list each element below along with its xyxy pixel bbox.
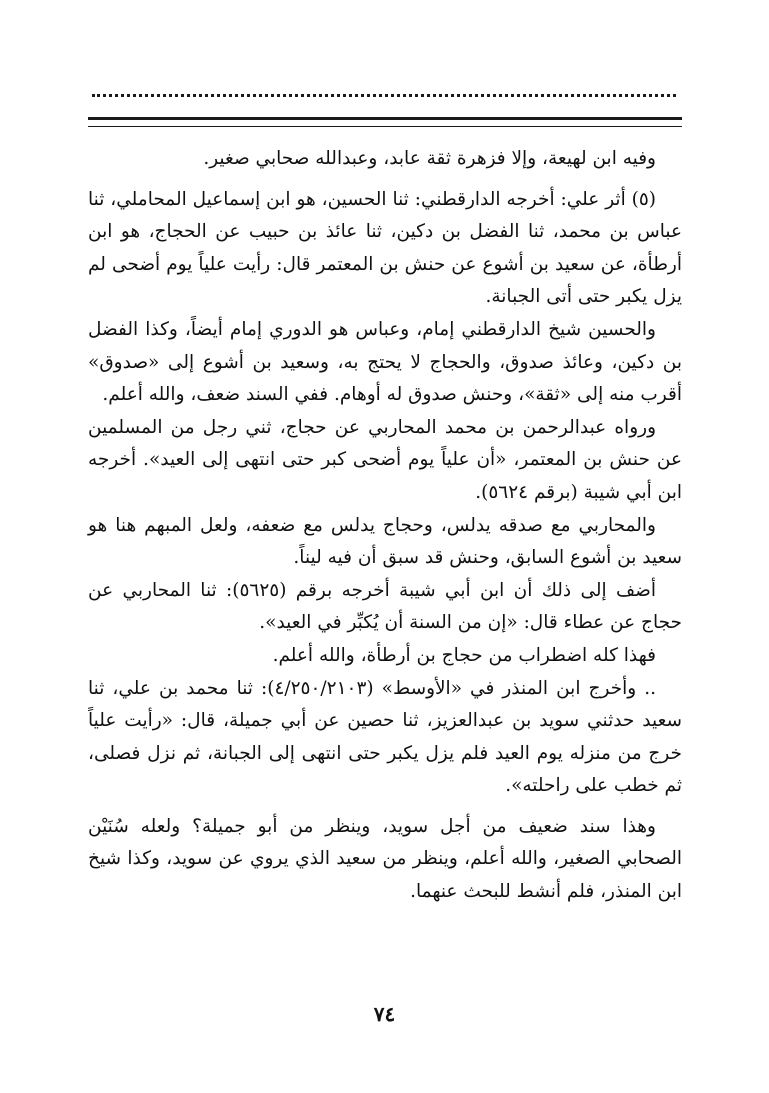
paragraph-continuation: وفيه ابن لهيعة، وإلا فزهرة ثقة عابد، وعبدالله صحابي صغير.: [203, 148, 656, 169]
paragraph-muharibi-tadlis: والمحاربي مع صدقه يدلس، وحجاج يدلس مع ضعفه، ولعل المبهم هنا هو سعيد بن أشوع السابق، وحنش قد سبق أن فيه ليناً.: [88, 514, 682, 569]
header-rule-thin: [88, 126, 682, 127]
page-body: [88, 143, 682, 909]
paragraph-ibn-abi-shaybah: أضف إلى ذلك أن ابن أبي شيبة أخرجه برقم (٥٦٢٥): ثنا المحاربي عن حجاج عن عطاء قال: «إن من السنة أن يُكبِّر في العيد».: [88, 579, 682, 634]
paragraph-muharibi-narration: ورواه عبدالرحمن بن محمد المحاربي عن حجاج، ثني رجل من المسلمين عن حنش بن المعتمر، «أن علياً يوم أضحى كبر حتى انتهى إلى العيد». أخرجه ابن أبي شيبة (برقم ٥٦٢٤).: [88, 416, 683, 503]
paragraph-ibn-al-mundhir: .. وأخرج ابن المنذر في «الأوسط» (٤/٢٥٠/٢١٠٣): ثنا محمد بن علي، ثنا سعيد حدثني سويد بن عبدالعزيز، ثنا حصين عن أبي جميلة، قال: «رأيت علياً خرج من منزله يوم العيد فلم يزل يكبر حتى انتهى إلى الجبانة، ثم نزل فصلى، ثم خطب على راحلته».: [88, 677, 682, 797]
paragraph-idtirab: فهذا كله اضطراب من حجاج بن أرطأة، والله أعلم.: [272, 644, 656, 666]
page-number: ٧٤: [373, 1002, 396, 1026]
paragraph-narrator-assessment: والحسين شيخ الدارقطني إمام، وعباس هو الدوري إمام أيضاً، وكذا الفضل بن دكين، وعائذ صدوق، والحجاج لا يحتج به، وسعيد بن أشوع إلى «صدوق» أقرب منه إلى «ثقة»، وحنش صدوق له أوهام. ففي السند ضعف، والله أعلم.: [88, 318, 682, 406]
header-rule-thick: [88, 117, 682, 120]
header-dotted-rule: [92, 94, 676, 97]
paragraph-athar-ali: (٥) أثر علي: أخرجه الدارقطني: ثنا الحسين، هو ابن إسماعيل المحاملي، ثنا عباس بن محمد، ثنا الفضل بن دكين، ثنا عائذ بن حبيب عن الحجاج، هو ابن أرطأة، عن سعيد بن أشوع عن حنش بن المعتمر قال: رأيت علياً يوم أضحى لم يزل يكبر حتى أتى الجبانة.: [88, 188, 682, 308]
paragraph-conclusion: وهذا سند ضعيف من أجل سويد، وينظر من أبو جميلة؟ ولعله سُنَيْن الصحابي الصغير، والله أعلم، وينظر من سعيد الذي يروي عن سويد، وكذا شيخ ابن المنذر، فلم أنشط للبحث عنهما.: [88, 815, 682, 903]
